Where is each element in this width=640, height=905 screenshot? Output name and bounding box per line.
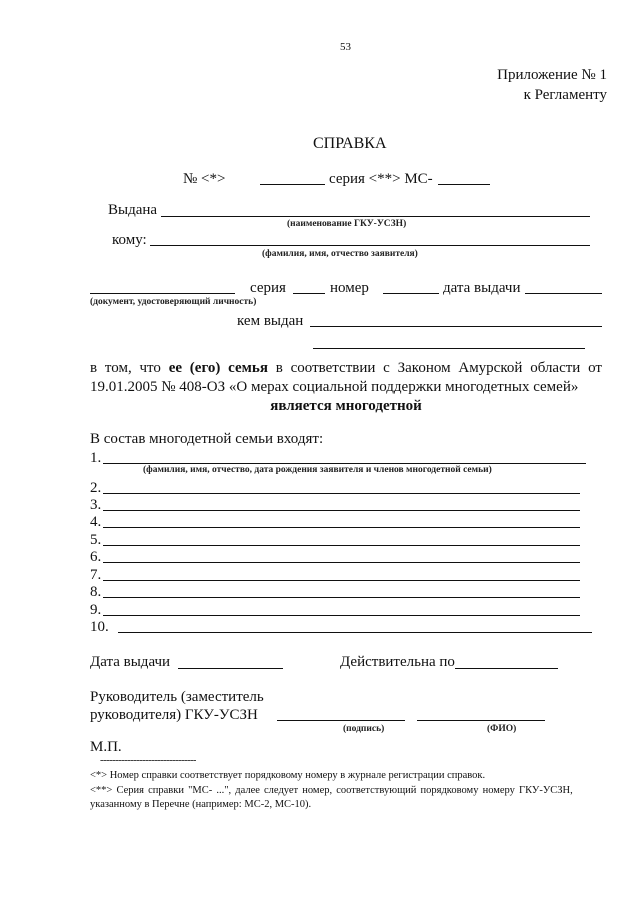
footnote-2: <**> Серия справки "МС- ...", далее следует номер, соответствующий порядковому номеру ГКУ-УСЗН, xyxy=(90,785,573,796)
family-member-field[interactable] xyxy=(103,562,580,563)
family-member-field[interactable] xyxy=(103,493,580,494)
doc-date-field[interactable] xyxy=(525,293,602,294)
signature-line2: руководителя) ГКУ-УСЗН xyxy=(90,707,258,723)
family-member-field[interactable] xyxy=(103,580,580,581)
to-whom-caption: (фамилия, имя, отчество заявителя) xyxy=(262,249,418,259)
issued-by-label: Выдана xyxy=(108,202,158,218)
family-item-number: 8. xyxy=(90,584,102,600)
family-item-number: 9. xyxy=(90,602,102,618)
family-member-field[interactable] xyxy=(118,632,592,633)
number-field[interactable] xyxy=(260,184,325,185)
issue-date-label: Дата выдачи xyxy=(90,654,171,670)
page-number: 53 xyxy=(340,41,351,53)
family-member-field[interactable] xyxy=(103,545,580,546)
series-label: серия <**> МС- xyxy=(329,171,433,187)
document-caption: (документ, удостоверяющий личность) xyxy=(90,297,257,307)
to-whom-field[interactable] xyxy=(150,245,590,246)
footnote-3: указанному в Перечне (например: МС-2, МС-10). xyxy=(90,799,312,810)
statement-bold-1: ее (его) семья xyxy=(168,360,268,376)
document-title: СПРАВКА xyxy=(313,135,387,152)
family-item-number: 2. xyxy=(90,480,102,496)
appendix-line2: к Регламенту xyxy=(523,87,607,103)
signature-line1: Руководитель (заместитель xyxy=(90,689,264,705)
family-item-number: 3. xyxy=(90,497,102,513)
doc-series-field[interactable] xyxy=(293,293,325,294)
name-caption: (ФИО) xyxy=(487,724,517,734)
family-item-number: 4. xyxy=(90,514,102,530)
issue-date-field[interactable] xyxy=(178,668,283,669)
family-item-number: 10. xyxy=(90,619,109,635)
doc-date-label: дата выдачи xyxy=(443,280,521,296)
family-member-field[interactable] xyxy=(103,510,580,511)
stamp-label: М.П. xyxy=(90,739,122,755)
family-item-number: 1. xyxy=(90,450,102,466)
family-heading: В состав многодетной семьи входят: xyxy=(90,431,324,447)
doc-issuer-label: кем выдан xyxy=(237,313,304,329)
family-member-field[interactable] xyxy=(103,463,586,464)
name-field[interactable] xyxy=(417,720,545,721)
family-item-number: 7. xyxy=(90,567,102,583)
valid-until-label: Действительна по xyxy=(340,654,455,670)
family-item-number: 6. xyxy=(90,549,102,565)
signature-caption: (подпись) xyxy=(343,724,385,734)
statement-bold-2: является многодетной xyxy=(270,398,422,414)
family-item-number: 5. xyxy=(90,532,102,548)
series-field[interactable] xyxy=(438,184,490,185)
doc-issuer-field-2[interactable] xyxy=(313,348,585,349)
statement-text-2: в соответствии с Законом Амурской области от 19.01.2005 № 408-ОЗ «О мерах социальной поддержки многодетных семей» xyxy=(90,360,602,395)
family-member-field[interactable] xyxy=(103,527,580,528)
statement-text-1: в том, что xyxy=(90,360,161,376)
document-field[interactable] xyxy=(90,293,235,294)
to-whom-label: кому: xyxy=(112,232,147,248)
valid-until-field[interactable] xyxy=(455,668,558,669)
statement-paragraph xyxy=(90,359,602,416)
number-label: № <*> xyxy=(183,171,226,187)
family-member-field[interactable] xyxy=(103,615,580,616)
footnote-separator: -------------------------------- xyxy=(100,755,196,766)
family-caption: (фамилия, имя, отчество, дата рождения заявителя и членов многодетной семьи) xyxy=(143,465,492,475)
issued-by-caption: (наименование ГКУ-УСЗН) xyxy=(287,219,407,229)
family-member-field[interactable] xyxy=(103,597,580,598)
appendix-line1: Приложение № 1 xyxy=(497,67,607,83)
doc-series-label: серия xyxy=(250,280,286,296)
doc-number-field[interactable] xyxy=(383,293,439,294)
signature-field[interactable] xyxy=(277,720,405,721)
footnote-1: <*> Номер справки соответствует порядковому номеру в журнале регистрации справок. xyxy=(90,770,486,781)
doc-issuer-field[interactable] xyxy=(310,326,602,327)
issued-by-field[interactable] xyxy=(161,216,590,217)
doc-number-label: номер xyxy=(330,280,369,296)
